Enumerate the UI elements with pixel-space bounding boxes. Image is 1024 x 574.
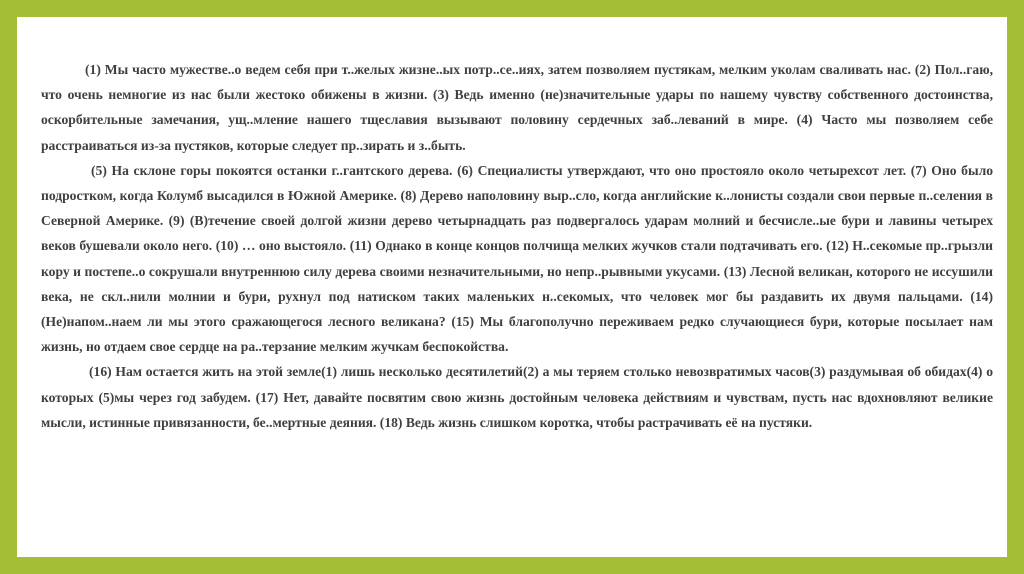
- slide-page: [17, 17, 1007, 557]
- paragraph-3: (16) Нам остается жить на этой земле(1) лишь несколько десятилетий(2) а мы теряем столько невозвратимых часов(3) раздумывая об обидах(4) о которых (5)мы через год забудем. (17) Нет, давайте посвятим свою жизнь достойным человека действиям и чувствам, пусть нас вдохновляют великие мысли, истинные привязанности, бе..мертные деяния. (18) Ведь жизнь слишком коротка, чтобы растрачивать её на пустяки.: [41, 364, 993, 430]
- paragraph-1: (1) Мы часто мужестве..о ведем себя при т..желых жизне..ых потр..се..иях, затем позволяем пустякам, мелким уколам сваливать нас. (2) Пол..гаю, что очень немногие из нас были жестоко обижены в жизни. (3) Ведь именно (не)значительные удары по нашему чувству собственного достоинства, оскорбительные замечания, ущ..мление нашего тщеславия вызывают половину сердечных заб..леваний в мире. (4) Часто мы позволяем себе расстраиваться из-за пустяков, которые следует пр..зирать и з..быть.: [41, 62, 993, 153]
- paragraph-2: (5) На склоне горы покоятся останки г..гантского дерева. (6) Специалисты утверждают, что оно простояло около четырехсот лет. (7) Оно было подростком, когда Колумб высадился в Южной Америке. (8) Дерево наполовину выр..сло, когда английские к..лонисты создали свои первые п..селения в Северной Америке. (9) (В)течение своей долгой жизни дерево четырнадцать раз подвергалось ударам молний и бесчисле..ые бури и лавины четырех веков бушевали около него. (10) … оно выстояло. (11) Однако в конце концов полчища мелких жучков стали подтачивать его. (12) Н..секомые пр..грызли кору и постепе..о сокрушали внутреннюю силу дерева своими незначительными, но непр..рывными укусами. (13) Лесной великан, которого не иссушили века, не скл..нили молнии и бури, рухнул под натиском таких маленьких н..секомых, что человек мог бы раздавить их двумя пальцами. (14) (Не)напом..наем ли мы этого сражающегося лесного великана? (15) Мы благополучно переживаем редко случающиеся бури, которые посылает нам жизнь, но отдаем свое сердце на ра..терзание мелким жучкам беспокойства.: [41, 162, 993, 355]
